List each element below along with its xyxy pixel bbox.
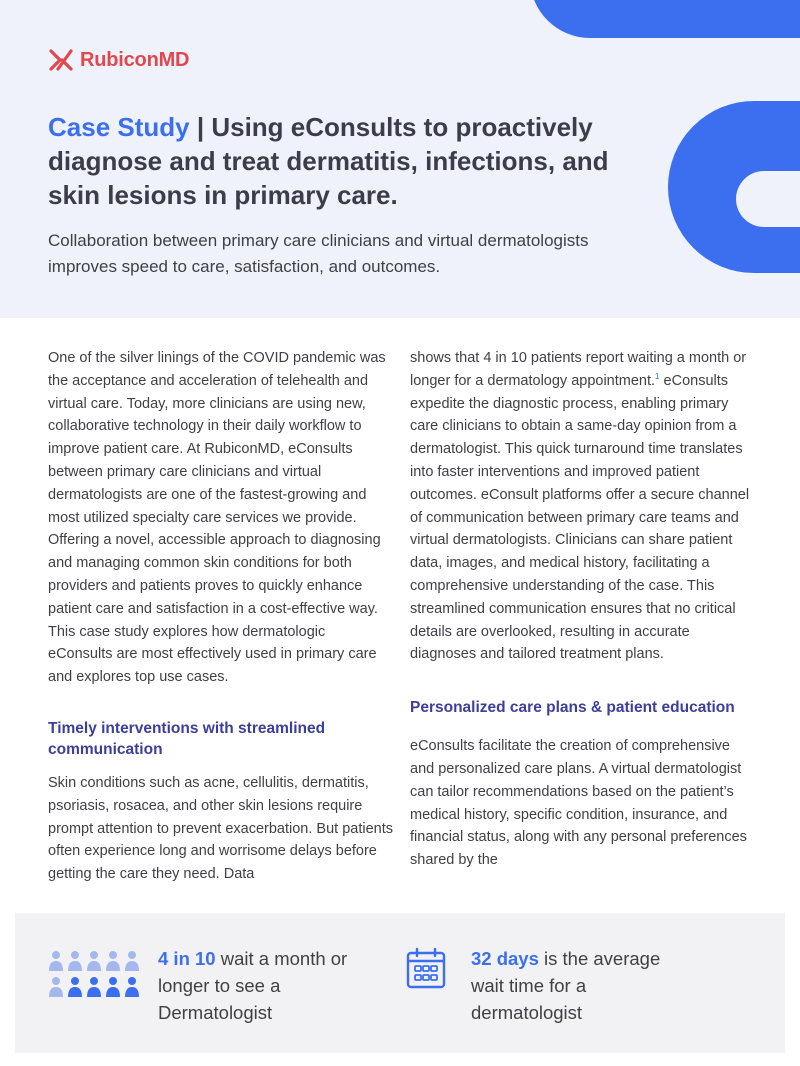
logo xyxy=(48,48,189,72)
person-icon xyxy=(49,977,63,997)
continued-text-a: shows that 4 in 10 patients report waiting a month or longer for a dermatology appointment. xyxy=(410,350,747,389)
stats-banner xyxy=(15,913,785,1053)
stat-average-wait xyxy=(471,945,691,1026)
stat-wait-month xyxy=(158,945,358,1026)
stat2-highlight: 32 days xyxy=(471,948,539,969)
section-text-timely: Skin conditions such as acne, cellulitis, dermatitis, psoriasis, rosacea, and other skin lesions require prompt attention to prevent exacerbation. But patients often experience long and worrisome delays before getting the care they need. Data xyxy=(48,774,393,883)
people-grid-icon xyxy=(48,949,140,997)
stat1-highlight: 4 in 10 xyxy=(158,948,216,969)
section-text-personalized: eConsults facilitate the creation of comprehensive and personalized care plans. A virtual dermatologist can tailor recommendations based on the patient’s medical history, specific condition, insurance, and financial status, along with any personal preferences shared by the xyxy=(410,738,747,869)
person-icon xyxy=(106,951,120,971)
hero-header xyxy=(0,0,800,318)
footnote-marker: 1 xyxy=(655,371,660,381)
person-icon xyxy=(49,951,63,971)
person-icon xyxy=(68,951,82,971)
section-heading-personalized: Personalized care plans & patient education xyxy=(410,699,735,717)
calendar-icon xyxy=(406,947,446,989)
continued-text-b: eConsults expedite the diagnostic process, enabling primary care clinicians to obtain a same-day opinion from a dermatologist. This quick turnaround time translates into faster interventions and improved patient outcomes. eConsult platforms offer a secure channel of communication between primary care teams and virtual dermatologists. Clinicians can share patient data, images, and medical history, facilitating a comprehensive understanding of the case. This streamlined communication ensures that no critical details are overlooked, resulting in accurate diagnoses and tailored treatment plans. xyxy=(410,372,750,663)
person-icon xyxy=(125,951,139,971)
page-subtitle: Collaboration between primary care clinicians and virtual dermatologists improves speed to care, satisfaction, and outcomes. xyxy=(48,231,589,276)
left-column xyxy=(48,347,393,886)
title-rest: | Using eConsults to proactively diagnose and treat dermatitis, infections, and skin lesions in primary care. xyxy=(48,112,609,210)
section-heading-timely: Timely interventions with streamlined communication xyxy=(48,719,326,758)
stat2-text: is the average wait time for a dermatologist xyxy=(471,948,661,1023)
decorative-shape-top xyxy=(530,0,800,38)
stat1-text: wait a month or longer to see a Dermatologist xyxy=(158,948,348,1023)
person-icon xyxy=(87,951,101,971)
person-icon xyxy=(125,977,139,997)
continued-paragraph xyxy=(410,347,755,666)
decorative-shape-ring-inner xyxy=(736,171,800,227)
intro-paragraph: One of the silver linings of the COVID pandemic was the acceptance and acceleration of telehealth and virtual care. Today, more clinicians are using new, collaborative technology in their daily workflow to improve patient care. At RubiconMD, eConsults between primary care clinicians and virtual dermatologists are one of the fastest-growing and most utilized specialty care services we provide. Offering a novel, accessible approach to diagnosing and managing common skin conditions for both providers and patients proves to quickly enhance patient care and satisfaction in a cost-effective way. This case study explores how dermatologic eConsults are most effectively used in primary care and explores top use cases. xyxy=(48,350,386,686)
page-title xyxy=(48,110,628,212)
rubicon-logo-icon xyxy=(48,48,74,72)
logo-text: RubiconMD xyxy=(80,48,190,71)
person-icon xyxy=(68,977,82,997)
person-icon xyxy=(87,977,101,997)
person-icon xyxy=(106,977,120,997)
right-column xyxy=(410,347,755,872)
title-accent: Case Study xyxy=(48,112,190,142)
